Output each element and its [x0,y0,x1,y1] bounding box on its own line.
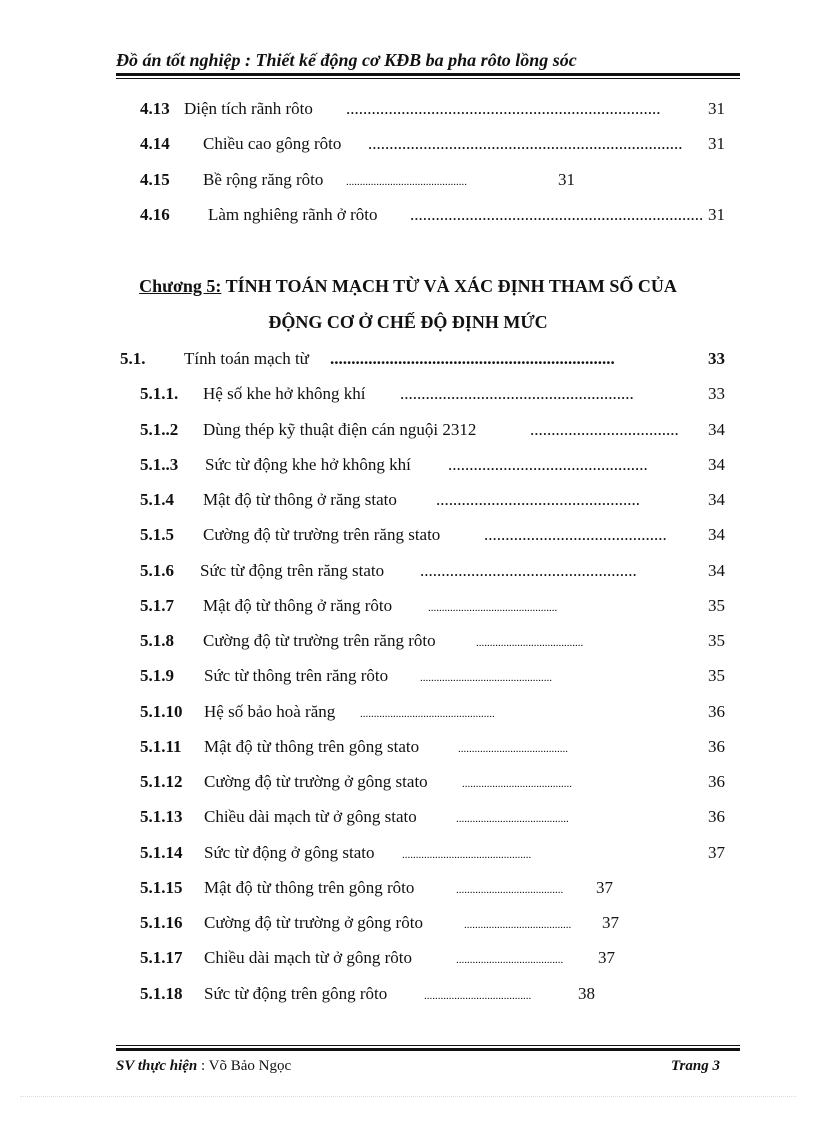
toc-page-number: 33 [708,349,725,368]
toc-entry-5-1-12[interactable] [0,770,816,794]
toc-entry-5-1-9[interactable] [0,664,816,688]
toc-number: 5.1.17 [140,948,183,967]
toc-entry-4-13[interactable] [0,97,816,121]
toc-title: Sức từ động ở gông stato [204,843,375,862]
toc-number: 5.1.4 [140,490,174,509]
toc-page-number: 34 [708,420,725,439]
toc-section-5-1[interactable] [0,347,816,371]
toc-page-number: 38 [578,984,595,1003]
toc-entry-5-1-7[interactable] [0,594,816,618]
toc-page-number: 31 [558,170,575,189]
toc-page-number: 31 [708,205,725,224]
toc-entry-5-1-15[interactable] [0,876,816,900]
toc-number: 4.15 [140,170,170,189]
header-rule-bottom [116,78,740,79]
toc-page-number: 34 [708,561,725,580]
toc-title: Sức từ động trên răng stato [200,561,385,580]
toc-leader: ......................................... [456,813,569,825]
toc-title: Hệ số khe hở không khí [203,384,366,403]
toc-title: Dùng thép kỹ thuật điện cán nguội 2312 [203,420,477,439]
toc-leader: ............................................... [448,455,648,474]
chapter-title-line-2: ĐỘNG CƠ Ở CHẾ ĐỘ ĐỊNH MỨC [268,312,548,332]
toc-title: Cường độ từ trường trên răng rôto [203,631,436,650]
toc-title: Chiều cao gông rôto [203,134,342,153]
toc-page-number: 31 [708,134,725,153]
toc-leader: ........................................ [458,743,568,755]
toc-number: 4.16 [140,205,170,224]
footer-separator: : [197,1058,209,1074]
chapter-heading [0,276,816,297]
toc-title: Mật độ từ thông trên gông stato [204,737,420,756]
toc-page-number: 36 [708,737,725,756]
toc-leader: ................................................... [420,561,637,580]
toc-entry-4-15[interactable] [0,168,816,192]
toc-page-number: 37 [602,913,619,932]
footer-author [116,1058,291,1075]
toc-leader: ....................................... [464,919,572,931]
toc-entry-5-1-6[interactable] [0,559,816,583]
toc-leader: ..................................................................... [410,205,704,224]
footer-author-label: SV thực hiện [116,1058,198,1074]
toc-entry-5-1-1[interactable] [0,382,816,406]
page-bottom-border [20,1096,796,1097]
toc-number: 4.13 [140,99,170,118]
toc-leader: ....................................................... [400,384,634,403]
toc-leader: ................................................ [420,672,552,684]
toc-leader: .......................................................................... [346,99,661,118]
toc-page-number: 33 [708,384,725,403]
toc-page-number: 35 [708,631,725,650]
toc-entry-5-1-17[interactable] [0,946,816,970]
toc-title: Cường độ từ trường ở gông rôto [204,913,423,932]
toc-entry-5-1-16[interactable] [0,911,816,935]
toc-leader: ........................................... [484,525,667,544]
toc-section-title: Tính toán mạch từ [184,349,309,368]
toc-entry-5-1-10[interactable] [0,700,816,724]
toc-number: 5.1.10 [140,702,183,721]
toc-title: Sức từ thông trên răng rôto [204,666,389,685]
toc-title: Mật độ từ thông ở răng rôto [203,596,393,615]
toc-number: 5.1.1. [140,384,179,403]
toc-title: Sức từ động khe hở không khí [205,455,411,474]
toc-number: 5.1.18 [140,984,183,1003]
toc-page-number: 34 [708,490,725,509]
toc-page-number: 34 [708,525,725,544]
toc-number: 5.1.12 [140,772,183,791]
toc-entry-5-1-5[interactable] [0,523,816,547]
toc-leader: ................................................................... [330,349,615,368]
toc-entry-5-1-3[interactable] [0,453,816,477]
footer-author-name: Võ Bảo Ngọc [208,1058,292,1074]
toc-number: 5.1.15 [140,878,183,897]
chapter-title-line-1: TÍNH TOÁN MẠCH TỪ VÀ XÁC ĐỊNH THAM SỐ CỦA [225,276,677,296]
toc-section-number: 5.1. [120,349,146,368]
toc-entry-5-1-2[interactable] [0,418,816,442]
toc-entry-5-1-13[interactable] [0,805,816,829]
toc-entry-5-1-11[interactable] [0,735,816,759]
toc-page-number: 37 [598,948,615,967]
toc-leader: ................................... [530,420,679,439]
toc-page-number: 35 [708,596,725,615]
footer-rule-bottom [116,1048,740,1051]
toc-leader: ................................................. [360,708,495,720]
toc-page-number: 34 [708,455,725,474]
toc-number: 5.1.13 [140,807,183,826]
toc-number: 5.1.5 [140,525,174,544]
toc-leader: .......................................................................... [368,134,683,153]
toc-entry-4-16[interactable] [0,203,816,227]
chapter-prefix: Chương 5: [139,276,222,296]
toc-title: Mật độ từ thông ở răng stato [203,490,397,509]
toc-number: 5.1.16 [140,913,183,932]
toc-title: Mật độ từ thông trên gông rôto [204,878,415,897]
footer-rule-top [116,1045,740,1046]
toc-title: Diện tích rãnh rôto [184,99,313,118]
toc-page-number: 35 [708,666,725,685]
toc-leader: ....................................... [476,637,584,649]
toc-title: Bề rộng răng rôto [203,170,324,189]
toc-page-number: 37 [596,878,613,897]
toc-number: 5.1.11 [140,737,182,756]
toc-title: Cường độ từ trường ở gông stato [204,772,428,791]
toc-page-number: 36 [708,702,725,721]
toc-title: Làm nghiêng rãnh ở rôto [208,205,378,224]
toc-entry-4-14[interactable] [0,132,816,156]
toc-number: 5.1.14 [140,843,183,862]
footer-page-label: Trang 3 [670,1058,720,1074]
toc-number: 5.1..2 [140,420,179,439]
toc-title: Sức từ động trên gông rôto [204,984,388,1003]
toc-entry-5-1-4[interactable] [0,488,816,512]
toc-number: 5.1..3 [140,455,179,474]
toc-entry-5-1-14[interactable] [0,841,816,865]
toc-leader: ....................................... [456,884,564,896]
toc-number: 5.1.8 [140,631,174,650]
toc-leader: ............................................... [402,849,532,861]
toc-leader: ....................................... [424,990,532,1002]
toc-title: Chiều dài mạch từ ở gông rôto [204,948,413,967]
toc-leader: ....................................... [456,954,564,966]
header-title: Đồ án tốt nghiệp : Thiết kế động cơ KĐB ba pha rôto lồng sóc [116,50,577,70]
toc-page-number: 31 [708,99,725,118]
toc-leader: ........................................ [462,778,572,790]
toc-number: 5.1.7 [140,596,174,615]
toc-leader: ............................................... [428,602,558,614]
toc-page-number: 36 [708,772,725,791]
toc-leader: ................................................ [436,490,640,509]
toc-title: Cường độ từ trường trên răng stato [203,525,441,544]
toc-number: 5.1.6 [140,561,174,580]
toc-title: Chiều dài mạch từ ở gông stato [204,807,417,826]
toc-page-number: 37 [708,843,725,862]
header-rule-top [116,73,740,76]
toc-number: 5.1.9 [140,666,174,685]
toc-number: 4.14 [140,134,170,153]
toc-entry-5-1-18[interactable] [0,982,816,1006]
toc-entry-5-1-8[interactable] [0,629,816,653]
toc-page-number: 36 [708,807,725,826]
toc-leader: ............................................ [346,176,467,188]
toc-title: Hệ số bảo hoà răng [204,702,336,721]
